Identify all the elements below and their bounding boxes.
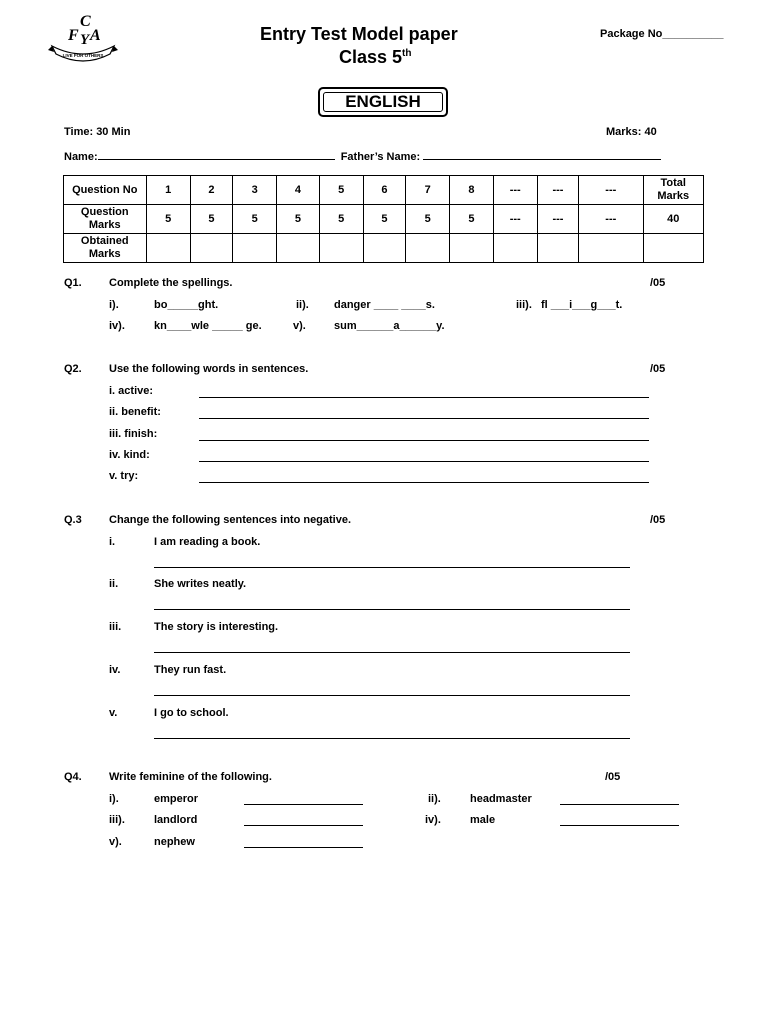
table-cell: 1 (146, 176, 190, 205)
answer-line[interactable] (244, 825, 363, 826)
list-item-text: headmaster (470, 793, 532, 805)
table-cell: --- (493, 205, 537, 234)
answer-line[interactable] (154, 609, 630, 610)
list-item-text: They run fast. (154, 664, 227, 676)
list-item-text: bo_____ght. (154, 299, 219, 311)
table-cell: 7 (406, 176, 450, 205)
q3-number: Q.3 (64, 514, 82, 526)
list-item-number: i). (109, 793, 119, 805)
father-name-blank[interactable] (423, 149, 661, 160)
answer-line[interactable] (199, 482, 649, 483)
q2-word: ii. benefit: (109, 406, 161, 418)
q3-text: Change the following sentences into negative. (109, 514, 352, 526)
answer-line[interactable] (154, 695, 630, 696)
q3-marks: /05 (650, 514, 666, 526)
table-cell: 5 (319, 205, 363, 234)
table-cell: --- (579, 205, 643, 234)
name-row (64, 149, 661, 163)
row-label: Question Marks (64, 205, 147, 234)
list-item-number: i). (109, 299, 119, 311)
table-cell: --- (493, 176, 537, 205)
answer-line[interactable] (154, 738, 630, 739)
answer-line[interactable] (560, 825, 679, 826)
obtained-cell[interactable] (233, 234, 277, 263)
list-item-number: iii). (109, 814, 125, 826)
list-item-number: v). (293, 320, 306, 332)
answer-line[interactable] (199, 440, 649, 441)
list-item-number: iv). (109, 320, 125, 332)
class-title (339, 47, 412, 68)
q2-number: Q2. (64, 363, 82, 375)
answer-line[interactable] (199, 418, 649, 419)
list-item-number: iii. (109, 621, 122, 633)
list-item-text: emperor (154, 793, 199, 805)
answer-line[interactable] (199, 461, 649, 462)
obtained-cell[interactable] (579, 234, 643, 263)
row-label: Question No (64, 176, 147, 205)
svg-text:F: F (68, 27, 79, 44)
obtained-total-cell[interactable] (643, 234, 704, 263)
class-title-text: Class 5 (339, 47, 403, 67)
time-label: Time: 30 Min (64, 126, 131, 138)
list-item-text: nephew (154, 836, 195, 848)
school-logo (48, 10, 118, 62)
table-cell: 5 (190, 205, 232, 234)
table-cell: 5 (233, 205, 277, 234)
q4-number: Q4. (64, 771, 82, 783)
row-label: Obtained Marks (64, 234, 147, 263)
obtained-cell[interactable] (493, 234, 537, 263)
svg-text:A: A (90, 27, 101, 44)
table-cell: 8 (450, 176, 493, 205)
list-item-number: iv). (425, 814, 441, 826)
q4-text: Write feminine of the following. (109, 771, 272, 783)
list-item-number: ii. (109, 578, 119, 590)
list-item-number: iii). (516, 299, 532, 311)
list-item-number: ii). (428, 793, 441, 805)
list-item-number: ii). (296, 299, 309, 311)
answer-line[interactable] (560, 804, 679, 805)
q2-word: v. try: (109, 470, 139, 482)
list-item-text: fl ___i___g___t. (541, 299, 623, 311)
obtained-cell[interactable] (363, 234, 405, 263)
answer-line[interactable] (244, 804, 363, 805)
list-item-text: danger ____ ____s. (334, 299, 435, 311)
list-item-text: kn____wle _____ ge. (154, 320, 262, 332)
table-cell: 4 (277, 176, 319, 205)
q2-word: i. active: (109, 385, 154, 397)
logo-motto: LIVE FOR OTHERS (62, 53, 104, 58)
name-label: Name: (64, 151, 98, 163)
name-blank[interactable] (98, 149, 335, 160)
list-item-number: i. (109, 536, 116, 548)
q2-marks: /05 (650, 363, 666, 375)
svg-text:Y: Y (80, 32, 90, 48)
svg-text:C: C (80, 13, 91, 30)
answer-line[interactable] (199, 397, 649, 398)
list-item-text: The story is interesting. (154, 621, 279, 633)
total-marks-cell: 40 (643, 205, 704, 234)
obtained-cell[interactable] (277, 234, 319, 263)
total-header: Total Marks (643, 176, 704, 205)
table-cell: 5 (319, 176, 363, 205)
paper-title: Entry Test Model paper (260, 24, 458, 44)
package-number: Package No__________ (600, 28, 724, 40)
subject-label: ENGLISH (323, 92, 443, 112)
obtained-cell[interactable] (190, 234, 232, 263)
q1-marks: /05 (650, 277, 666, 289)
list-item-text: sum______a______y. (334, 320, 445, 332)
table-row-question-no (64, 176, 704, 205)
obtained-cell[interactable] (537, 234, 578, 263)
table-row-obtained-marks (64, 234, 704, 263)
obtained-cell[interactable] (146, 234, 190, 263)
father-name-label: Father’s Name: (340, 151, 421, 163)
subject-box (318, 87, 448, 117)
table-cell: 3 (233, 176, 277, 205)
class-title-sup: th (402, 48, 412, 59)
table-cell: 6 (363, 176, 405, 205)
q1-number: Q1. (64, 277, 82, 289)
table-cell: 2 (190, 176, 232, 205)
table-cell: 5 (146, 205, 190, 234)
answer-line[interactable] (244, 847, 363, 848)
obtained-cell[interactable] (450, 234, 493, 263)
list-item-text: landlord (154, 814, 198, 826)
list-item-number: v). (109, 836, 122, 848)
table-cell: 5 (363, 205, 405, 234)
q2-text: Use the following words in sentences. (109, 363, 309, 375)
table-cell: 5 (450, 205, 493, 234)
list-item-text: male (470, 814, 496, 826)
q2-word: iv. kind: (109, 449, 150, 461)
table-cell: --- (537, 205, 578, 234)
obtained-cell[interactable] (406, 234, 450, 263)
table-row-question-marks (64, 205, 704, 234)
table-cell: 5 (406, 205, 450, 234)
table-cell: --- (537, 176, 578, 205)
list-item-text: She writes neatly. (154, 578, 247, 590)
list-item-text: I am reading a book. (154, 536, 261, 548)
marks-label: Marks: 40 (606, 126, 657, 138)
q2-word: iii. finish: (109, 428, 158, 440)
answer-line[interactable] (154, 652, 630, 653)
obtained-cell[interactable] (319, 234, 363, 263)
q4-marks: /05 (605, 771, 621, 783)
marks-table (63, 175, 704, 263)
table-cell: --- (579, 176, 643, 205)
q1-text: Complete the spellings. (109, 277, 233, 289)
list-item-number: v. (109, 707, 118, 719)
list-item-text: I go to school. (154, 707, 229, 719)
answer-line[interactable] (154, 567, 630, 568)
list-item-number: iv. (109, 664, 121, 676)
table-cell: 5 (277, 205, 319, 234)
